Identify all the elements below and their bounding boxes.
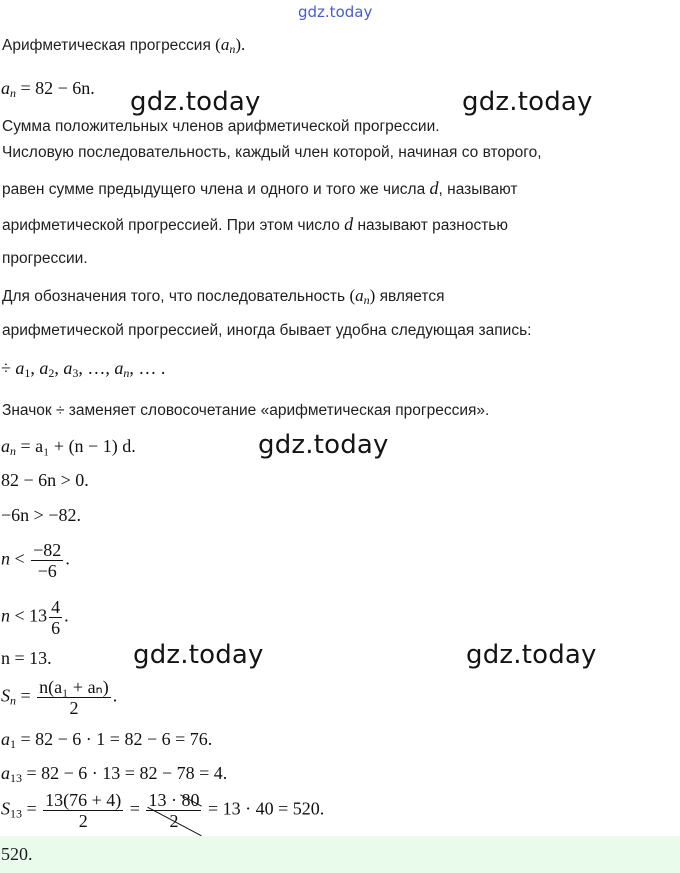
inequality-4: n < 13 $\frac{4}{6}$ . xyxy=(1,597,69,638)
sum-heading: Сумма положительных членов арифметической прогрессии. xyxy=(2,118,440,135)
definition-line-2: равен сумме предыдущего члена и одного и того же числа d, называют xyxy=(2,178,518,198)
fraction: $\frac{-82}{-6}$ xyxy=(33,540,62,581)
definition-line-1: Числовую последовательность, каждый член которой, начиная со второго, xyxy=(2,144,542,161)
s13-calculation: $S_{13}$ = $\frac{13(76 + 4)}{2}$ = $\frac{13 \cdot 80}{2}$ = 13 · 40 = 520. xyxy=(1,790,325,831)
watermark-5: gdz.today xyxy=(466,640,597,670)
fraction: $\frac{4}{6}$ xyxy=(51,597,61,638)
notation-line-2: арифметической прогрессией, иногда бывает удобна следующая запись: xyxy=(2,322,532,339)
watermark-2: gdz.today xyxy=(462,87,593,117)
answer-text: 520. xyxy=(1,844,33,864)
watermark-top: gdz.today xyxy=(298,3,373,21)
definition-line-3: арифметической прогрессией. При этом число d называют разностью xyxy=(2,214,509,234)
a13-calculation: $a_{13} = 82 - 6 \cdot 13 = 82 - 78 = 4$. xyxy=(1,763,228,785)
inequality-3: n < $\frac{-82}{-6}$ . xyxy=(1,540,70,581)
an-definition: $a_n = 82 - 6n$. xyxy=(1,78,95,100)
answer-box xyxy=(0,836,680,873)
a1-calculation: $a_1 = 82 - 6 \cdot 1 = 82 - 6 = 76$. xyxy=(1,729,213,751)
notation-formula: ÷ $a_1$, $a_2$, $a_3$, …, $a_n$, … . xyxy=(1,358,166,380)
intro-text: Арифметическая прогрессия xyxy=(2,37,211,54)
notation-line-1: Для обозначения того, что последовательность $(a_n)$ является xyxy=(2,286,445,307)
definition-line-4: прогрессии. xyxy=(2,250,88,267)
inequality-2: −6n > −82. xyxy=(1,505,81,525)
fraction: $\frac{13(76 + 4)}{2}$ xyxy=(45,790,122,831)
general-formula: $a_n = a_1 + (n - 1)$ d. xyxy=(1,436,136,458)
sum-formula: $S_n$ = $\frac{\text{n(a₁ + aₙ)}}{2}$ . xyxy=(1,677,118,718)
inequality-1: 82 − 6n > 0. xyxy=(1,470,89,490)
n-value: n = 13. xyxy=(1,648,52,668)
fraction: $\frac{\text{n(a₁ + aₙ)}}{2}$ xyxy=(39,677,109,718)
intro-line: Арифметическая прогрессия $(a_n)$. xyxy=(2,35,246,56)
watermark-1: gdz.today xyxy=(130,87,261,117)
watermark-3: gdz.today xyxy=(258,430,389,460)
sign-note: Значок ÷ заменяет словосочетание «арифметическая прогрессия». xyxy=(2,402,490,419)
fraction-reduced: $\frac{13 \cdot 80}{2}$ xyxy=(148,790,200,831)
watermark-4: gdz.today xyxy=(133,640,264,670)
